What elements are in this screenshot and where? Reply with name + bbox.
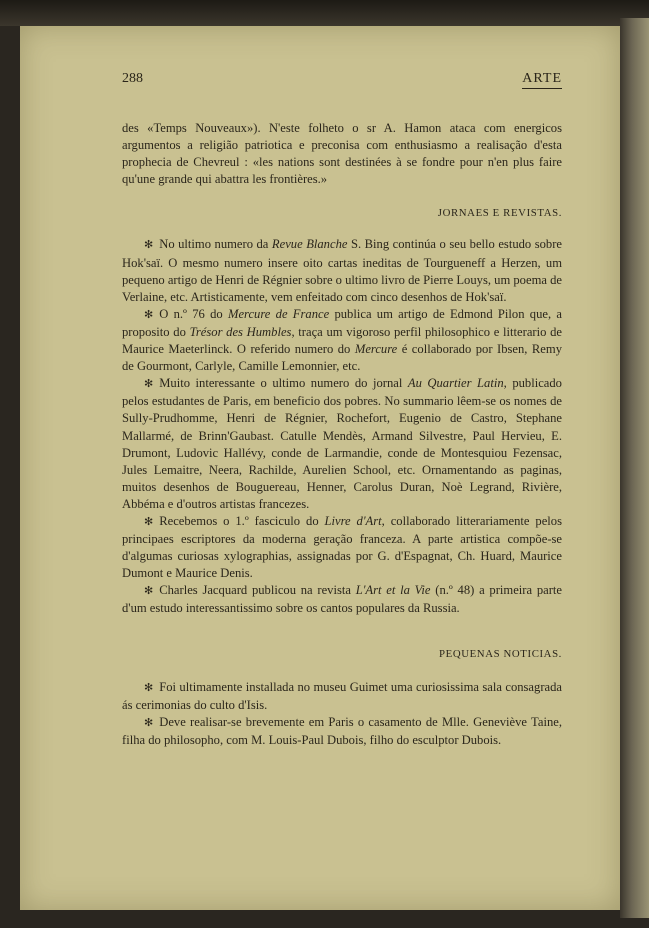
asterism-icon: ✻ xyxy=(144,681,154,694)
paragraph-mercure: ✻ O n.º 76 do Mercure de France publica um artigo de Edmond Pilon que, a proposito do Trésor des Humbles, traça um vigoroso perfil philosophico e litterario de Maurice Maeterlinck. O referido numero do Mercure é collaborado por Ibsen, Remy de Gourmont, Carlyle, Camille Lemonnier, etc. xyxy=(122,306,562,374)
paragraph-art-et-vie: ✻ Charles Jacquard publicou na revista L'Art et la Vie (n.º 48) a primeira parte d'um estudo interessantissimo sobre os cantos populares da Russia. xyxy=(122,583,562,616)
asterism-icon: ✻ xyxy=(144,378,154,391)
page-number: 288 xyxy=(122,71,143,86)
body-text xyxy=(122,120,562,749)
asterism-icon: ✻ xyxy=(144,515,154,528)
paragraph-livre-dart: ✻ Recebemos o 1.º fasciculo do Livre d'Art, collaborado litterariamente pelos principaes escriptores da moderna geração franceza. A parte artistica compõe-se d'algumas curiosas xylographias, assignadas por G. d'Espagnat, Ch. Huard, Maurice Dumont e Maurice Denis. xyxy=(122,513,562,581)
running-head: ARTE xyxy=(522,71,562,89)
paragraph-quartier-latin: ✻ Muito interessante o ultimo numero do jornal Au Quartier Latin, publicado pelos estudantes de Paris, em beneficio dos pobres. No summario lêem-se os nomes de Sully-Prudhomme, Henri de Régnier, Rochefort, Eugenio de Castro, Stephane Mallarmé, de Brinn'Gaubast. Catulle Mendès, Armand Silvestre, Paul Hervieu, E. Drumont, Ludovic Hallévy, conde de Larmandie, conde de Montesquiou Fezensac, Jules Lemaitre, Neera, Rachilde, Aurelien School, etc. Ornamentando as paginas, muitos desenhos de Bouguereau, Henner, Carolus Duran, Noè Legrand, Rivière, Abbéma e d'outros artistas francezes. xyxy=(122,376,562,511)
paragraph-casamento: ✻ Deve realisar-se brevemente em Paris o casamento de Mlle. Geneviève Taine, filha do philosopho, com M. Louis-Paul Dubois, filho do esculptor Dubois. xyxy=(122,714,562,747)
paragraph-revue-blanche: ✻ No ultimo numero da Revue Blanche S. Bing continúa o seu bello estudo sobre Hok'saï. O mesmo numero insere oito cartas ineditas de Tourgueneff a Herzen, um pequeno artigo de Henri de Régnier sobre o ultimo livro de Pierre Louys, um poema de Verlaine, etc. Artisticamente, vem enfeitado com cinco desenhos de Hok'saï. xyxy=(122,237,563,304)
section-heading-noticias: PEQUENAS NOTICIAS. xyxy=(439,647,562,660)
page-header xyxy=(122,67,562,93)
paragraph-museu-guimet: ✻ Foi ultimamente installada no museu Guimet uma curiosissima sala consagrada ás cerimonias do culto d'Isis. xyxy=(122,679,562,712)
book-spine xyxy=(620,18,649,918)
asterism-icon: ✻ xyxy=(144,308,154,321)
asterism-icon: ✻ xyxy=(144,239,154,252)
asterism-icon: ✻ xyxy=(144,716,154,729)
section-heading-jornaes: JORNAES E REVISTAS. xyxy=(437,207,562,220)
asterism-icon: ✻ xyxy=(144,585,154,598)
scan-top-edge xyxy=(0,0,649,26)
intro-paragraph: des «Temps Nouveaux»). N'este folheto o sr A. Hamon ataca com energicos argumentos a religião patriotica e preconisa com enthusiasmo a realisação d'esta prophecia de Chevreul : «les nations sont destinées à se fondre pour n'en plus faire qu'une grande qui abattra les frontières.» xyxy=(122,121,562,187)
